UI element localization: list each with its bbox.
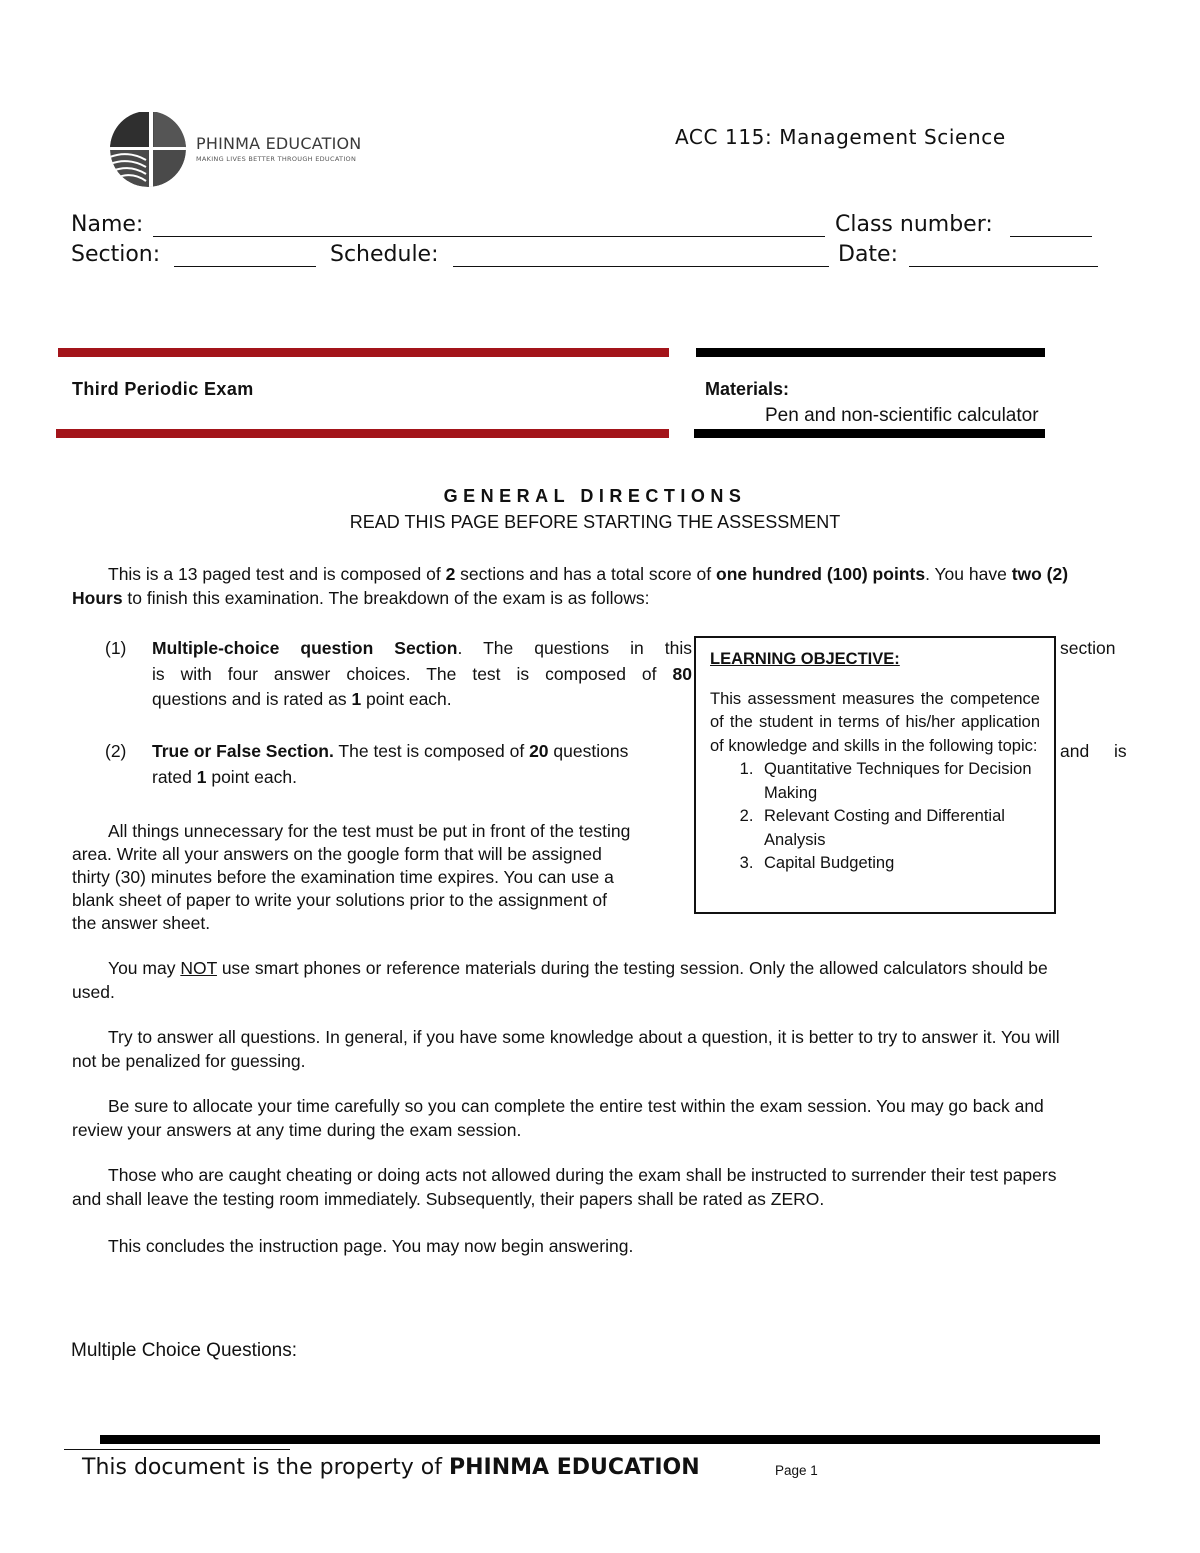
things-paragraph: All things unnecessary for the test must be put in front of the testing area. Write all your answers on the google form that will be assigned thirty (30) minutes before the examination time expires. You can use a blank sheet of paper to write your solutions prior to the assignment of the answer sheet. xyxy=(72,821,631,933)
item-2-right-is: is xyxy=(1114,741,1127,761)
phones-paragraph: You may NOT use smart phones or reference materials during the testing session. Only the allowed calculators should be used. xyxy=(72,958,1048,1002)
learning-objective-title: LEARNING OBJECTIVE: xyxy=(710,650,900,668)
section-label: Section: xyxy=(71,242,161,267)
topic-item: 2. Relevant Costing and Differential Analysis xyxy=(758,805,1040,852)
item-2-number: (2) xyxy=(105,741,127,761)
banner-bar-bottom-left xyxy=(56,429,669,438)
conclusion-paragraph: This concludes the instruction page. You may now begin answering. xyxy=(108,1236,634,1256)
schedule-field[interactable] xyxy=(453,266,829,267)
learning-objective-box xyxy=(694,636,1056,914)
footer-bar xyxy=(100,1435,1100,1444)
date-label: Date: xyxy=(838,242,898,267)
cheating-paragraph: Those who are caught cheating or doing acts not allowed during the exam shall be instructed to surrender their test papers and shall leave the testing room immediately. Subsequently, their papers shall be rated as ZERO. xyxy=(72,1165,1057,1209)
item-1-right: section xyxy=(1060,638,1116,658)
page-number: Page 1 xyxy=(775,1463,818,1478)
banner-bar-bottom-right xyxy=(694,429,1045,438)
item-2-right-and: and xyxy=(1060,741,1090,761)
section-field[interactable] xyxy=(174,266,316,267)
item-1-left: Multiple-choice question Section. The questions in this is with four answer choices. The test is composed of 80 questions and is rated as 1 point each. xyxy=(152,638,693,709)
logo-tagline: MAKING LIVES BETTER THROUGH EDUCATION xyxy=(196,155,357,163)
schedule-label: Schedule: xyxy=(330,242,439,267)
class-number-field[interactable] xyxy=(1010,236,1092,237)
name-field[interactable] xyxy=(153,236,825,237)
name-label: Name: xyxy=(71,212,144,237)
directions-subtitle: READ THIS PAGE BEFORE STARTING THE ASSESSMENT xyxy=(349,512,841,532)
materials-label: Materials: xyxy=(705,379,790,399)
exam-title: Third Periodic Exam xyxy=(72,379,254,399)
class-number-label: Class number: xyxy=(835,212,993,237)
item-1-number: (1) xyxy=(105,638,127,658)
date-field[interactable] xyxy=(909,266,1098,267)
item-2-left: True or False Section. The test is composed of 20 questions rated 1 point each. xyxy=(152,741,629,787)
banner-bar-top-left xyxy=(58,348,669,357)
intro-paragraph: This is a 13 paged test and is composed of 2 sections and has a total score of one hundred (100) points. You have two (2) Hours to finish this examination. The breakdown of the exam is as follows: xyxy=(72,564,1069,608)
topic-item: 3. Capital Budgeting xyxy=(758,852,1040,876)
materials-value: Pen and non-scientific calculator xyxy=(765,405,1039,426)
logo-name: PHINMA EDUCATION xyxy=(196,134,362,153)
answer-all-paragraph: Try to answer all questions. In general, if you have some knowledge about a question, it is better to try to answer it. You will not be penalized for guessing. xyxy=(72,1027,1060,1071)
banner-bar-top-right xyxy=(696,348,1045,357)
footer-property: This document is the property of PHINMA EDUCATION xyxy=(82,1455,700,1480)
learning-objective-topics xyxy=(710,758,1040,876)
topic-item: 1. Quantitative Techniques for Decision Making xyxy=(758,758,1040,805)
section-heading: Multiple Choice Questions: xyxy=(71,1340,297,1361)
directions-title: GENERAL DIRECTIONS xyxy=(443,486,747,506)
course-title: ACC 115: Management Science xyxy=(675,125,1006,149)
time-paragraph: Be sure to allocate your time carefully so you can complete the entire test within the exam session. You may go back and review your answers at any time during the exam session. xyxy=(72,1096,1044,1140)
footer-rule xyxy=(64,1449,290,1450)
learning-objective-body: This assessment measures the competence of the student in terms of his/her application of knowledge and skills in the following topic: xyxy=(710,689,1040,755)
